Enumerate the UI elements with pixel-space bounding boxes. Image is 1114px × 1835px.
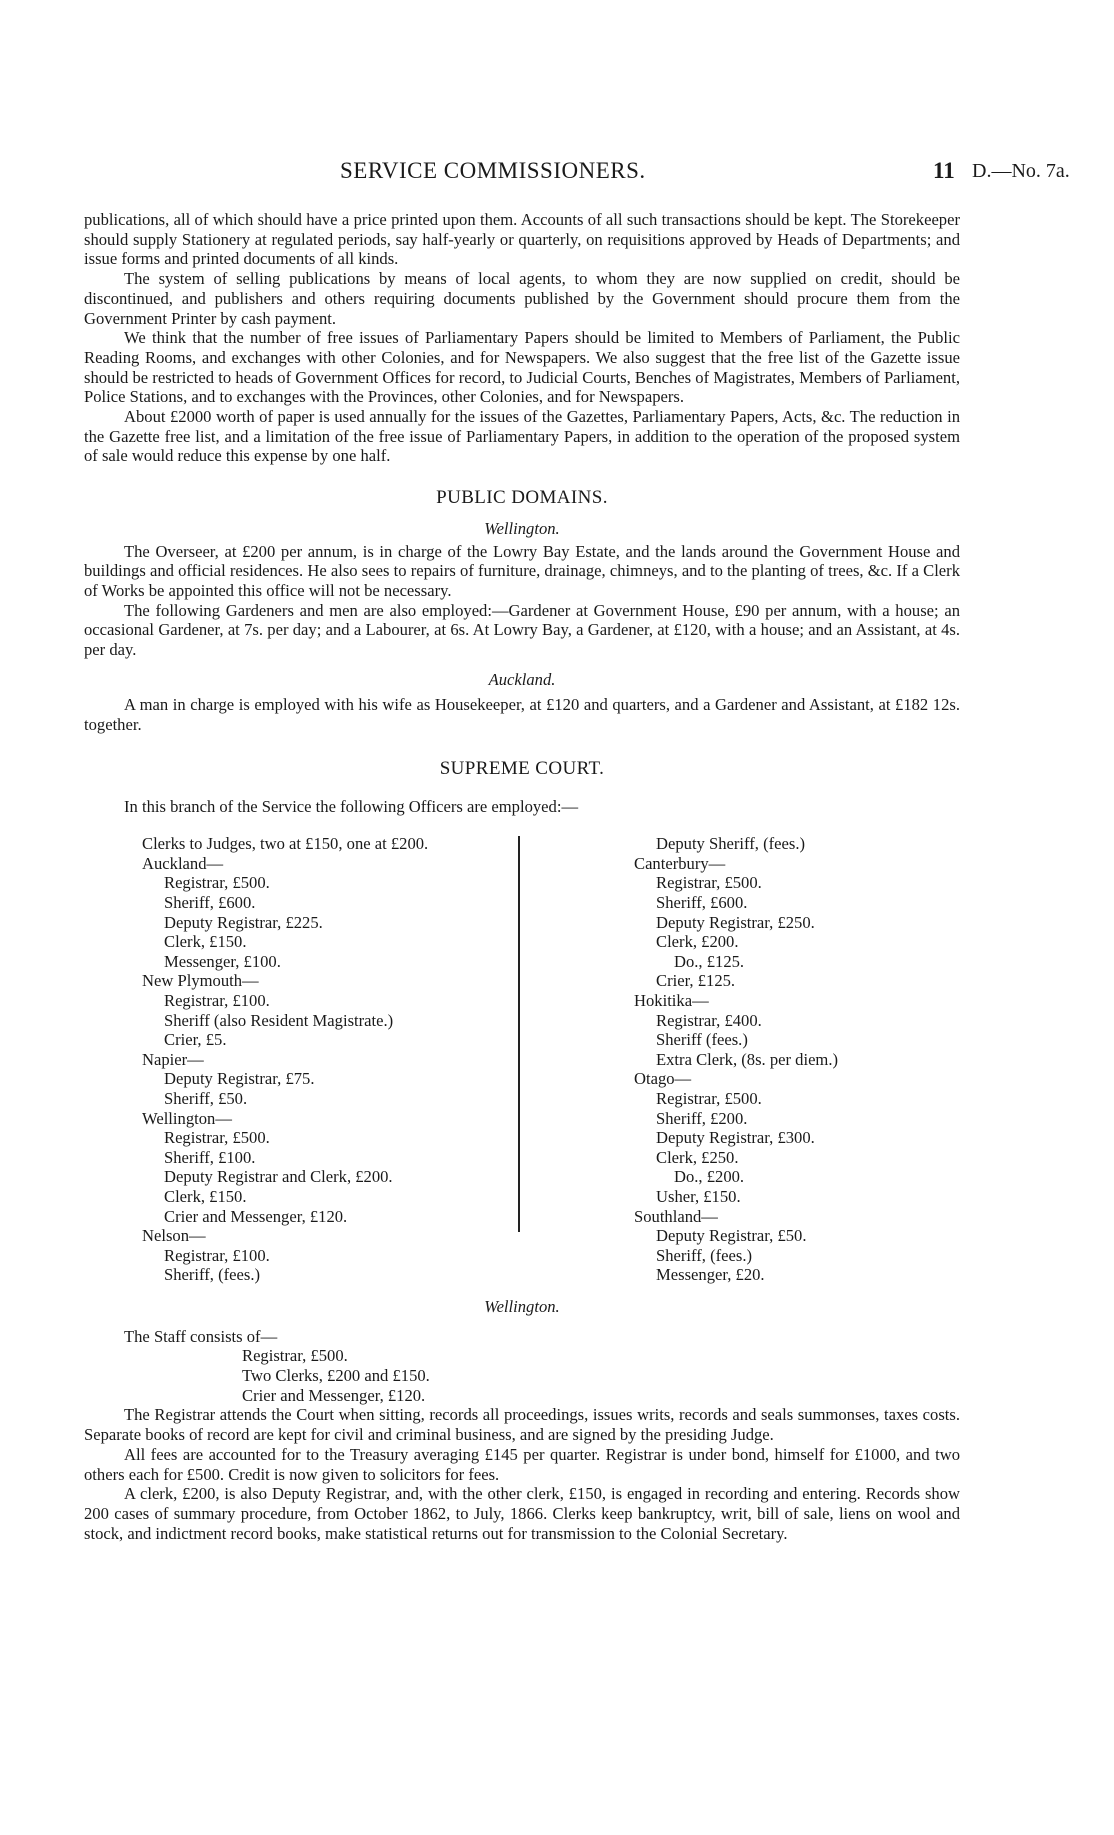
officer-entry: Registrar, £500.	[656, 1089, 762, 1108]
officer-entry: Clerk, £150.	[164, 1186, 247, 1206]
officer-entry: Deputy Registrar, £250.	[656, 912, 815, 932]
officer-entry: Crier, £5.	[164, 1030, 227, 1050]
region-label: New Plymouth—	[142, 971, 259, 991]
closing-paragraph: All fees are accounted for to the Treasury averaging £145 per quarter. Registrar is under bond, himself for £1000, and two others each for £500. Credit is now given to solicitors for fees.	[84, 1444, 960, 1484]
supreme-court-wellington-label: Wellington.	[484, 1296, 560, 1316]
officer-entry: Extra Clerk, (8s. per diem.)	[656, 1049, 839, 1069]
region-label: Hokitika—	[634, 991, 709, 1011]
staff-entry: Registrar, £500.	[242, 1346, 348, 1366]
officer-entry: Deputy Registrar, £225.	[164, 912, 323, 932]
officer-entry: Do., £125.	[674, 951, 745, 971]
closing-paragraph: A clerk, £200, is also Deputy Registrar, and, with the other clerk, £150, is engaged in recording and entering. Records show 200 cases of summary procedure, from October 1862, to July, 1866. Clerks keep bankruptcy, writ, bill of sale, liens on wool and stock, and indictment record books, make statistical returns out for transmission to the Colonial Secretary.	[84, 1484, 960, 1543]
officer-entry: Clerk, £200.	[656, 932, 739, 952]
officer-entry: Deputy Registrar, £75.	[164, 1069, 315, 1089]
officer-entry: Sheriff, (fees.)	[164, 1265, 260, 1285]
officer-entry: Sheriff, £50.	[164, 1089, 248, 1108]
officer-entry: Sheriff, £600.	[656, 893, 748, 913]
wellington-paragraph: The Overseer, at £200 per annum, is in charge of the Lowry Bay Estate, and the lands around the Government House and buildings and official residences. He also sees to repairs of furniture, drainage, chimneys, and to the planting of trees, &c. If a Clerk of Works be appointed this office will not be necessary.	[84, 541, 960, 600]
supreme-court-heading: SUPREME COURT.	[439, 757, 605, 779]
region-label: Otago—	[634, 1069, 692, 1089]
officer-entry: Do., £200.	[674, 1167, 745, 1187]
officer-entry: Registrar, £100.	[164, 991, 270, 1011]
officers-columns	[84, 834, 960, 1285]
officer-entry: Clerk, £150.	[164, 932, 247, 952]
officer-entry: Clerk, £250.	[656, 1147, 739, 1167]
staff-entry: Two Clerks, £200 and £150.	[242, 1366, 430, 1386]
officer-entry: Clerks to Judges, two at £150, one at £200.	[142, 834, 429, 854]
column-divider	[518, 836, 520, 1232]
officer-entry: Messenger, £20.	[656, 1265, 765, 1285]
officer-entry: Deputy Sheriff, (fees.)	[656, 834, 805, 854]
document-body	[84, 210, 960, 1543]
region-label: Southland—	[634, 1206, 718, 1226]
staff-intro: The Staff consists of—	[124, 1326, 278, 1346]
intro-paragraph: The system of selling publications by means of local agents, to whom they are now supplied on credit, should be discontinued, and publishers and others requiring documents published by the Government should procure them from the Government Printer by cash payment.	[84, 269, 960, 328]
officer-entry: Crier and Messenger, £120.	[164, 1206, 348, 1226]
officer-entry: Registrar, £500.	[656, 873, 762, 893]
auckland-paragraph: A man in charge is employed with his wife as Housekeeper, at £120 and quarters, and a Gardener and Assistant, at £182 12s. together.	[84, 695, 960, 735]
officer-entry: Deputy Registrar, £50.	[656, 1226, 807, 1246]
officer-entry: Usher, £150.	[656, 1186, 741, 1206]
closing-paragraph: The Registrar attends the Court when sitting, records all proceedings, issues writs, records and seals summonses, taxes costs. Separate books of record are kept for civil and criminal business, and are signed by the presiding Judge.	[84, 1405, 960, 1445]
officer-entry: Crier, £125.	[656, 971, 736, 991]
wellington-paragraph: The following Gardeners and men are also employed:—Gardener at Government House, £90 per annum, with a house; an occasional Gardener, at 7s. per day; and a Labourer, at 6s. At Lowry Bay, a Gardener, at £120, with a house; and an Assistant, at 4s. per day.	[84, 600, 960, 660]
officer-entry: Deputy Registrar and Clerk, £200.	[164, 1167, 393, 1187]
officers-left-column	[84, 834, 568, 1285]
officer-entry: Registrar, £500.	[164, 1128, 270, 1148]
officer-entry: Sheriff, £200.	[656, 1108, 748, 1128]
intro-paragraph: We think that the number of free issues of Parliamentary Papers should be limited to Members of Parliament, the Public Reading Rooms, and exchanges with other Colonies, and for Newspapers. We also suggest that the free list of the Gazette issue should be restricted to heads of Government Offices for record, to Judicial Courts, Benches of Magistrates, Members of Parliament, Police Stations, and to exchanges with the Provinces, other Colonies, and for Newspapers.	[84, 328, 960, 407]
document-reference: D.—No. 7a.	[972, 160, 1070, 182]
officer-entry: Sheriff (also Resident Magistrate.)	[164, 1010, 394, 1030]
staff-list	[84, 1346, 960, 1405]
officer-entry: Sheriff (fees.)	[656, 1030, 748, 1050]
region-label: Napier—	[142, 1049, 204, 1069]
public-domains-auckland-label: Auckland.	[488, 669, 556, 689]
officer-entry: Registrar, £100.	[164, 1245, 270, 1265]
intro-paragraph: publications, all of which should have a price printed upon them. Accounts of all such transactions should be kept. The Storekeeper should supply Stationery at regulated periods, say half-yearly or quarterly, on requisitions approved by Heads of Departments; and issue forms and printed documents of all kinds.	[84, 210, 960, 269]
region-label: Auckland—	[142, 853, 224, 873]
running-title: SERVICE COMMISSIONERS.	[340, 158, 646, 183]
region-label: Nelson—	[142, 1226, 206, 1246]
page-number: 11	[933, 158, 955, 183]
officer-entry: Sheriff, (fees.)	[656, 1245, 752, 1265]
supreme-court-intro: In this branch of the Service the following Officers are employed:—	[124, 796, 579, 816]
region-label: Wellington—	[142, 1108, 232, 1128]
officers-right-column	[568, 834, 838, 1285]
page-header	[0, 158, 1114, 192]
region-label: Canterbury—	[634, 853, 726, 873]
staff-entry: Crier and Messenger, £120.	[242, 1385, 426, 1405]
public-domains-heading: PUBLIC DOMAINS.	[436, 487, 608, 509]
officer-entry: Deputy Registrar, £300.	[656, 1128, 815, 1148]
officer-entry: Messenger, £100.	[164, 951, 281, 971]
officer-entry: Sheriff, £100.	[164, 1147, 256, 1167]
officer-entry: Registrar, £500.	[164, 873, 270, 893]
officer-entry: Sheriff, £600.	[164, 893, 256, 913]
public-domains-wellington-label: Wellington.	[484, 518, 560, 538]
intro-paragraph: About £2000 worth of paper is used annually for the issues of the Gazettes, Parliamentary Papers, Acts, &c. The reduction in the Gazette free list, and a limitation of the free issue of Parliamentary Papers, in addition to the operation of the proposed system of sale would reduce this expense by one half.	[84, 407, 960, 466]
officer-entry: Registrar, £400.	[656, 1010, 762, 1030]
